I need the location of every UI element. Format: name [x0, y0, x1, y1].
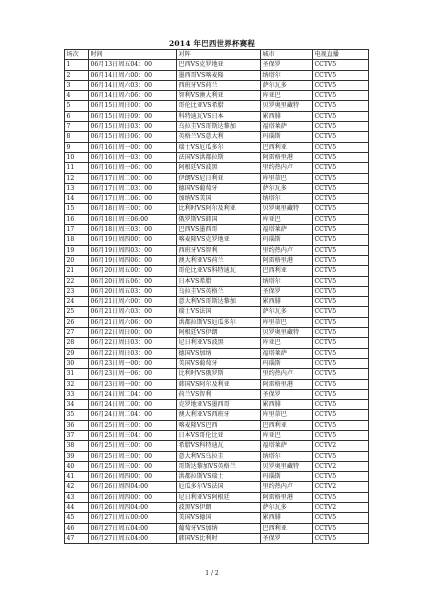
tv-channel-cell: CCTV5 — [313, 410, 369, 420]
time-cell: 06月22日周日03：00 — [89, 338, 177, 348]
matchup-cell: 加纳VS美国 — [177, 194, 261, 204]
matchup-cell: 哥斯达黎加VS英格兰 — [177, 461, 261, 471]
table-row — [65, 163, 369, 173]
city-cell: 萨尔瓦多 — [261, 307, 313, 317]
table-row — [65, 204, 369, 214]
matchup-cell: 智利VS澳大利亚 — [177, 91, 261, 101]
tv-channel-cell: CCTV5 — [313, 152, 369, 162]
city-cell: 累西腓 — [261, 297, 313, 307]
match-number-cell: 11 — [65, 163, 89, 173]
city-cell: 累西腓 — [261, 111, 313, 121]
table-row — [65, 307, 369, 317]
match-number-cell: 46 — [65, 523, 89, 533]
matchup-cell: 比利时VS阿尔及利亚 — [177, 204, 261, 214]
tv-channel-cell: CCTV5 — [313, 513, 369, 523]
table-row — [65, 173, 369, 183]
table-row — [65, 80, 369, 90]
matchup-cell: 阿根廷VS波黑 — [177, 163, 261, 173]
time-cell: 06月17日周二00：00 — [89, 173, 177, 183]
match-number-cell: 29 — [65, 348, 89, 358]
tv-channel-cell: CCTV5 — [313, 214, 369, 224]
table-row — [65, 400, 369, 410]
time-cell: 06月21日周六03：00 — [89, 307, 177, 317]
time-cell: 06月25日周三00：00 — [89, 420, 177, 430]
city-cell: 阿雷格里港 — [261, 152, 313, 162]
match-number-cell: 9 — [65, 142, 89, 152]
table-row — [65, 111, 369, 121]
city-cell: 圣保罗 — [261, 389, 313, 399]
matchup-cell: 葡萄牙VS加纳 — [177, 523, 261, 533]
match-number-cell: 37 — [65, 430, 89, 440]
matchup-cell: 科特迪瓦VS日本 — [177, 111, 261, 121]
matchup-cell: 瑞士VS厄瓜多尔 — [177, 142, 261, 152]
match-number-cell: 22 — [65, 276, 89, 286]
match-number-cell: 16 — [65, 214, 89, 224]
time-cell: 06月17日周二03：00 — [89, 183, 177, 193]
matchup-cell: 希腊VS科特迪瓦 — [177, 441, 261, 451]
tv-channel-cell: CCTV5 — [313, 122, 369, 132]
page-number: 1 / 2 — [205, 570, 219, 577]
time-cell: 06月25日周三00：00 — [89, 441, 177, 451]
tv-channel-cell: CCTV5 — [313, 430, 369, 440]
match-number-cell: 31 — [65, 369, 89, 379]
city-cell: 库亚巴 — [261, 91, 313, 101]
matchup-cell: 西班牙VS智利 — [177, 245, 261, 255]
match-number-cell: 6 — [65, 111, 89, 121]
time-cell: 06月24日周二04：00 — [89, 410, 177, 420]
table-row — [65, 503, 369, 513]
matchup-cell: 英格兰VS意大利 — [177, 132, 261, 142]
matchup-cell: 乌拉圭VS哥斯达黎加 — [177, 122, 261, 132]
table-row — [65, 317, 369, 327]
tv-channel-cell: CCTV5 — [313, 70, 369, 80]
city-cell: 圣保罗 — [261, 60, 313, 70]
table-row — [65, 369, 369, 379]
time-cell: 06月20日周五03：00 — [89, 286, 177, 296]
table-row — [65, 410, 369, 420]
match-number-cell: 45 — [65, 513, 89, 523]
matchup-cell: 日本VS哥伦比亚 — [177, 430, 261, 440]
matchup-cell: 洪都拉斯VS瑞士 — [177, 472, 261, 482]
schedule-table — [64, 49, 369, 544]
matchup-cell: 哥伦比亚VS希腊 — [177, 101, 261, 111]
time-cell: 06月21日周六00：00 — [89, 297, 177, 307]
table-row — [65, 420, 369, 430]
match-number-cell: 30 — [65, 358, 89, 368]
table-row — [65, 430, 369, 440]
tv-channel-cell: CCTV5 — [313, 358, 369, 368]
city-cell: 贝罗奥里藏特 — [261, 461, 313, 471]
match-number-cell: 1 — [65, 60, 89, 70]
time-cell: 06月14日周六00：00 — [89, 70, 177, 80]
tv-channel-cell: CCTV5 — [313, 235, 369, 245]
time-cell: 06月14日周六03：00 — [89, 80, 177, 90]
matchup-cell: 哥伦比亚VS科特迪瓦 — [177, 266, 261, 276]
time-cell: 06月25日周三00：00 — [89, 451, 177, 461]
match-number-cell: 40 — [65, 461, 89, 471]
tv-channel-cell: CCTV5 — [313, 533, 369, 543]
city-cell: 福塔莱萨 — [261, 441, 313, 451]
matchup-cell: 波黑VS伊朗 — [177, 503, 261, 513]
time-cell: 06月25日周三04：00 — [89, 430, 177, 440]
matchup-cell: 西班牙VS荷兰 — [177, 80, 261, 90]
tv-channel-cell: CCTV5 — [313, 379, 369, 389]
match-number-cell: 20 — [65, 255, 89, 265]
city-cell: 库亚巴 — [261, 214, 313, 224]
match-number-cell: 8 — [65, 132, 89, 142]
table-row — [65, 276, 369, 286]
time-cell: 06月27日周五04:00 — [89, 533, 177, 543]
time-cell: 06月18日周三00：00 — [89, 204, 177, 214]
tv-channel-cell: CCTV5 — [313, 60, 369, 70]
match-number-cell: 32 — [65, 379, 89, 389]
match-number-cell: 5 — [65, 101, 89, 111]
tv-channel-cell: CCTV5 — [313, 297, 369, 307]
city-cell: 库亚巴 — [261, 338, 313, 348]
tv-channel-cell: CCTV5 — [313, 204, 369, 214]
city-cell: 纳塔尔 — [261, 276, 313, 286]
match-number-cell: 33 — [65, 389, 89, 399]
time-cell: 06月15日周日09：00 — [89, 111, 177, 121]
match-number-cell: 7 — [65, 122, 89, 132]
time-cell: 06月18日周三06:00 — [89, 214, 177, 224]
city-cell: 贝罗奥里藏特 — [261, 204, 313, 214]
matchup-cell: 伊朗VS尼日利亚 — [177, 173, 261, 183]
time-cell: 06月20日周五00：00 — [89, 266, 177, 276]
matchup-cell: 巴西VS墨西哥 — [177, 225, 261, 235]
matchup-cell: 克罗地亚VS墨西哥 — [177, 400, 261, 410]
tv-channel-cell: CCTV2 — [313, 503, 369, 513]
city-cell: 福塔莱萨 — [261, 348, 313, 358]
matchup-cell: 喀麦隆VS巴西 — [177, 420, 261, 430]
time-cell: 06月19日周四03：00 — [89, 245, 177, 255]
tv-channel-cell: CCTV5 — [313, 286, 369, 296]
table-row — [65, 297, 369, 307]
time-cell: 06月24日周二00：00 — [89, 400, 177, 410]
table-row — [65, 451, 369, 461]
city-cell: 里约热内卢 — [261, 482, 313, 492]
table-row — [65, 60, 369, 70]
city-cell: 累西腓 — [261, 513, 313, 523]
city-cell: 玛瑙斯 — [261, 472, 313, 482]
matchup-cell: 厄瓜多尔VS法国 — [177, 482, 261, 492]
city-cell: 巴西利亚 — [261, 420, 313, 430]
tv-channel-cell: CCTV5 — [313, 492, 369, 502]
tv-channel-cell: CCTV5 — [313, 111, 369, 121]
city-cell: 萨尔瓦多 — [261, 503, 313, 513]
table-row — [65, 142, 369, 152]
table-row — [65, 225, 369, 235]
table-row — [65, 461, 369, 471]
city-cell: 纳塔尔 — [261, 451, 313, 461]
match-number-cell: 25 — [65, 307, 89, 317]
table-row — [65, 328, 369, 338]
time-cell: 06月15日周日06：00 — [89, 132, 177, 142]
header-cell: 城市 — [261, 50, 313, 60]
tv-channel-cell: CCTV5 — [313, 400, 369, 410]
tv-channel-cell: CCTV2 — [313, 441, 369, 451]
match-number-cell: 35 — [65, 410, 89, 420]
table-row — [65, 513, 369, 523]
table-row — [65, 70, 369, 80]
match-number-cell: 42 — [65, 482, 89, 492]
match-number-cell: 3 — [65, 80, 89, 90]
match-number-cell: 47 — [65, 533, 89, 543]
tv-channel-cell: CCTV5 — [313, 266, 369, 276]
table-row — [65, 286, 369, 296]
time-cell: 06月15日周日00：00 — [89, 101, 177, 111]
tv-channel-cell: CCTV5 — [313, 451, 369, 461]
time-cell: 06月16日周一03：00 — [89, 152, 177, 162]
time-cell: 06月22日周日00：00 — [89, 328, 177, 338]
match-number-cell: 2 — [65, 70, 89, 80]
matchup-cell: 澳大利亚VS荷兰 — [177, 255, 261, 265]
table-row — [65, 348, 369, 358]
header-cell: 场次 — [65, 50, 89, 60]
city-cell: 福塔莱萨 — [261, 122, 313, 132]
city-cell: 库里蒂巴 — [261, 173, 313, 183]
time-cell: 06月23日周一00：00 — [89, 379, 177, 389]
match-number-cell: 13 — [65, 183, 89, 193]
city-cell: 巴西利亚 — [261, 266, 313, 276]
matchup-cell: 澳大利亚VS西班牙 — [177, 410, 261, 420]
time-cell: 06月24日周二04：00 — [89, 389, 177, 399]
match-number-cell: 36 — [65, 420, 89, 430]
city-cell: 阿雷格里港 — [261, 255, 313, 265]
matchup-cell: 比利时VS俄罗斯 — [177, 369, 261, 379]
city-cell: 纳塔尔 — [261, 194, 313, 204]
table-row — [65, 122, 369, 132]
time-cell: 06月25日周三00：00 — [89, 461, 177, 471]
table-row — [65, 132, 369, 142]
match-number-cell: 15 — [65, 204, 89, 214]
tv-channel-cell: CCTV5 — [313, 91, 369, 101]
match-number-cell: 24 — [65, 297, 89, 307]
city-cell: 累西腓 — [261, 400, 313, 410]
matchup-cell: 巴西VS克罗地亚 — [177, 60, 261, 70]
time-cell: 06月13日周五04：00 — [89, 60, 177, 70]
time-cell: 06月23日周一00：00 — [89, 358, 177, 368]
match-number-cell: 43 — [65, 492, 89, 502]
match-number-cell: 19 — [65, 245, 89, 255]
header-cell: 时间 — [89, 50, 177, 60]
match-number-cell: 26 — [65, 317, 89, 327]
tv-channel-cell: CCTV5 — [313, 307, 369, 317]
tv-channel-cell: CCTV5 — [313, 317, 369, 327]
table-row — [65, 91, 369, 101]
table-row — [65, 472, 369, 482]
time-cell: 06月20日周五06：00 — [89, 276, 177, 286]
tv-channel-cell: CCTV5 — [313, 420, 369, 430]
tv-channel-cell: CCTV5 — [313, 245, 369, 255]
tv-channel-cell: CCTV5 — [313, 328, 369, 338]
city-cell: 阿雷格里港 — [261, 492, 313, 502]
tv-channel-cell: CCTV5 — [313, 276, 369, 286]
table-row — [65, 101, 369, 111]
city-cell: 纳塔尔 — [261, 70, 313, 80]
matchup-cell: 韩国VS阿尔及利亚 — [177, 379, 261, 389]
tv-channel-cell: CCTV5 — [313, 142, 369, 152]
match-number-cell: 14 — [65, 194, 89, 204]
city-cell: 玛瑙斯 — [261, 235, 313, 245]
table-row — [65, 389, 369, 399]
table-row — [65, 358, 369, 368]
city-cell: 库亚巴 — [261, 430, 313, 440]
matchup-cell: 日本VS希腊 — [177, 276, 261, 286]
city-cell: 玛瑙斯 — [261, 132, 313, 142]
tv-channel-cell: CCTV5 — [313, 338, 369, 348]
time-cell: 06月27日周五00:00 — [89, 513, 177, 523]
matchup-cell: 洪都拉斯VS厄瓜多尔 — [177, 317, 261, 327]
tv-channel-cell: CCTV2 — [313, 461, 369, 471]
table-row — [65, 255, 369, 265]
city-cell: 萨尔瓦多 — [261, 80, 313, 90]
table-row — [65, 482, 369, 492]
table-row — [65, 441, 369, 451]
matchup-cell: 意大利VS哥斯达黎加 — [177, 297, 261, 307]
time-cell: 06月21日周六06：00 — [89, 317, 177, 327]
match-number-cell: 39 — [65, 451, 89, 461]
match-number-cell: 23 — [65, 286, 89, 296]
table-row — [65, 338, 369, 348]
table-row — [65, 379, 369, 389]
match-number-cell: 27 — [65, 328, 89, 338]
match-number-cell: 28 — [65, 338, 89, 348]
matchup-cell: 德国VS加纳 — [177, 348, 261, 358]
tv-channel-cell: CCTV2 — [313, 482, 369, 492]
matchup-cell: 韩国VS比利时 — [177, 533, 261, 543]
matchup-cell: 意大利VS乌拉圭 — [177, 451, 261, 461]
match-number-cell: 34 — [65, 400, 89, 410]
time-cell: 06月19日周四06：00 — [89, 255, 177, 265]
table-row — [65, 183, 369, 193]
tv-channel-cell: CCTV5 — [313, 389, 369, 399]
table-row — [65, 152, 369, 162]
table-row — [65, 245, 369, 255]
city-cell: 圣保罗 — [261, 533, 313, 543]
city-cell: 玛瑙斯 — [261, 358, 313, 368]
match-number-cell: 38 — [65, 441, 89, 451]
tv-channel-cell: CCTV5 — [313, 348, 369, 358]
match-number-cell: 10 — [65, 152, 89, 162]
tv-channel-cell: CCTV5 — [313, 132, 369, 142]
time-cell: 06月16日周一00：00 — [89, 142, 177, 152]
matchup-cell: 荷兰VS智利 — [177, 389, 261, 399]
time-cell: 06月26日周四00：00 — [89, 472, 177, 482]
time-cell: 06月23日周一06：00 — [89, 369, 177, 379]
tv-channel-cell: CCTV5 — [313, 369, 369, 379]
match-number-cell: 17 — [65, 225, 89, 235]
page-title: 2014 年巴西世界杯赛程 — [168, 39, 256, 48]
match-number-cell: 21 — [65, 266, 89, 276]
city-cell: 里约热内卢 — [261, 369, 313, 379]
table-row — [65, 523, 369, 533]
time-cell: 06月18日周三03：00 — [89, 225, 177, 235]
tv-channel-cell: CCTV5 — [313, 183, 369, 193]
city-cell: 贝罗奥里藏特 — [261, 328, 313, 338]
header-cell: 对阵 — [177, 50, 261, 60]
table-row — [65, 266, 369, 276]
table-row — [65, 533, 369, 543]
match-number-cell: 41 — [65, 472, 89, 482]
match-number-cell: 44 — [65, 503, 89, 513]
matchup-cell: 瑞士VS法国 — [177, 307, 261, 317]
time-cell: 06月19日周四00：00 — [89, 235, 177, 245]
time-cell: 06月26日周四04:00 — [89, 482, 177, 492]
time-cell: 06月17日周二06：00 — [89, 194, 177, 204]
tv-channel-cell: CCTV5 — [313, 225, 369, 235]
city-cell: 巴西利亚 — [261, 142, 313, 152]
matchup-cell: 美国VS葡萄牙 — [177, 358, 261, 368]
table-row — [65, 235, 369, 245]
tv-channel-cell: CCTV5 — [313, 472, 369, 482]
matchup-cell: 美国VS德国 — [177, 513, 261, 523]
time-cell: 06月26日周四00：00 — [89, 492, 177, 502]
match-number-cell: 12 — [65, 173, 89, 183]
header-cell: 电视直播 — [313, 50, 369, 60]
matchup-cell: 德国VS葡萄牙 — [177, 183, 261, 193]
table-row — [65, 194, 369, 204]
time-cell: 06月22日周日03：00 — [89, 348, 177, 358]
tv-channel-cell: CCTV5 — [313, 101, 369, 111]
matchup-cell: 阿根廷VS伊朗 — [177, 328, 261, 338]
city-cell: 里约热内卢 — [261, 245, 313, 255]
city-cell: 阿雷格里港 — [261, 379, 313, 389]
table-header-row — [65, 50, 369, 60]
tv-channel-cell: CCTV5 — [313, 194, 369, 204]
city-cell: 贝罗奥里藏特 — [261, 101, 313, 111]
tv-channel-cell: CCTV5 — [313, 523, 369, 533]
time-cell: 06月26日周四04:00 — [89, 503, 177, 513]
tv-channel-cell: CCTV5 — [313, 173, 369, 183]
matchup-cell: 法国VS洪都拉斯 — [177, 152, 261, 162]
matchup-cell: 喀麦隆VS克罗地亚 — [177, 235, 261, 245]
city-cell: 巴西利亚 — [261, 523, 313, 533]
city-cell: 里约热内卢 — [261, 163, 313, 173]
match-number-cell: 4 — [65, 91, 89, 101]
city-cell: 圣保罗 — [261, 286, 313, 296]
city-cell: 库里蒂巴 — [261, 410, 313, 420]
matchup-cell: 尼日利亚VS波黑 — [177, 338, 261, 348]
match-number-cell: 18 — [65, 235, 89, 245]
matchup-cell: 墨西哥VS喀麦隆 — [177, 70, 261, 80]
city-cell: 福塔莱萨 — [261, 225, 313, 235]
matchup-cell: 尼日利亚VS阿根廷 — [177, 492, 261, 502]
city-cell: 库里蒂巴 — [261, 317, 313, 327]
time-cell: 06月15日周日03：00 — [89, 122, 177, 132]
tv-channel-cell: CCTV5 — [313, 255, 369, 265]
city-cell: 萨尔瓦多 — [261, 183, 313, 193]
time-cell: 06月14日周六06：00 — [89, 91, 177, 101]
tv-channel-cell: CCTV5 — [313, 163, 369, 173]
matchup-cell: 乌拉圭VS英格兰 — [177, 286, 261, 296]
time-cell: 06月27日周五04:00 — [89, 523, 177, 533]
tv-channel-cell: CCTV5 — [313, 80, 369, 90]
matchup-cell: 俄罗斯VS韩国 — [177, 214, 261, 224]
table-row — [65, 214, 369, 224]
time-cell: 06月16日周一06：00 — [89, 163, 177, 173]
table-row — [65, 492, 369, 502]
